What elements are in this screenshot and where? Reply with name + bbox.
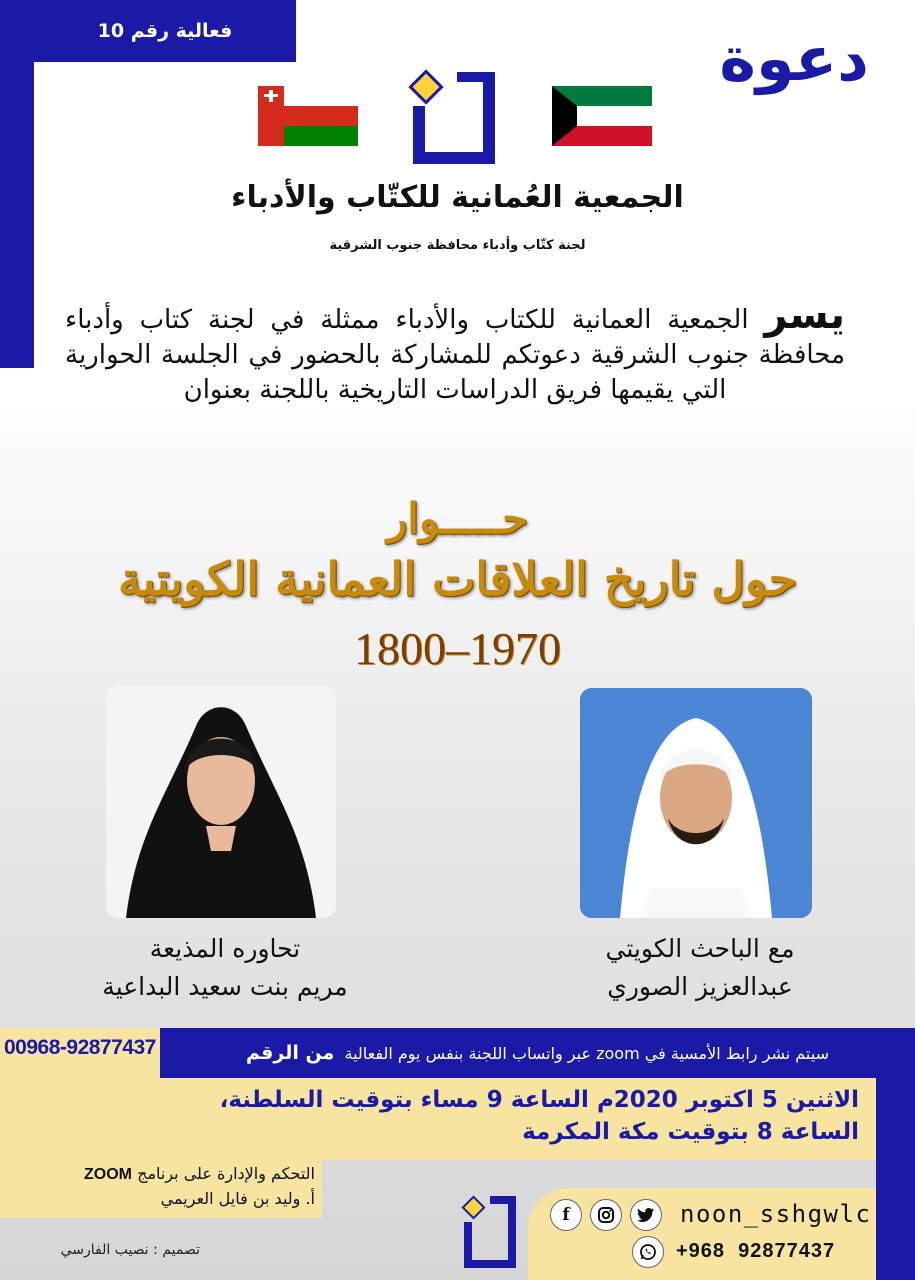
twitter-icon[interactable] bbox=[630, 1199, 662, 1231]
control-moderator: أ. وليد بن فايل العريمي bbox=[160, 1189, 315, 1208]
facebook-icon[interactable]: f bbox=[550, 1199, 582, 1231]
social-handle[interactable]: noon_sshgwlc bbox=[680, 1200, 872, 1228]
right-blue-band bbox=[876, 1078, 915, 1280]
instagram-icon[interactable] bbox=[590, 1199, 622, 1231]
kuwait-flag-icon bbox=[552, 86, 652, 146]
zoom-platform: ZOOM bbox=[84, 1166, 133, 1183]
host-role: تحاوره المذيعة bbox=[149, 934, 301, 963]
contact-phone-number: 00968-92877437 bbox=[4, 1036, 156, 1059]
design-credit: تصميم : نصيب الفارسي bbox=[60, 1242, 200, 1258]
guest-role: مع الباحث الكويتي bbox=[605, 934, 795, 963]
oman-flag-icon bbox=[258, 86, 358, 146]
schedule-text bbox=[39, 1084, 859, 1148]
association-name: الجمعية العُمانية للكتّاب والأدباء bbox=[231, 180, 684, 215]
notice-from-number-label: من الرقم bbox=[246, 1042, 335, 1064]
schedule-line-2: الساعة 8 بتوقيت مكة المكرمة bbox=[522, 1119, 859, 1145]
association-logo-icon bbox=[405, 68, 500, 168]
intro-lead-word: يسر bbox=[764, 292, 845, 338]
invitation-paragraph bbox=[65, 292, 845, 408]
host-photo bbox=[106, 686, 336, 918]
association-logo-small-icon bbox=[460, 1192, 520, 1270]
intro-text: الجمعية العمانية للكتاب والأدباء ممثلة في لجنة كتاب وأدباء محافظة جنوب الشرقية دعوتكم للمشاركة بالحضور في الجلسة الحوارية التي يقيمها فريق الدراسات التاريخية باللجنة بعنوان bbox=[65, 305, 845, 405]
event-number-tag: فعالية رقم 10 bbox=[34, 0, 296, 62]
schedule-line-1: الاثنين 5 اكتوبر 2020م الساعة 9 مساء بتوقيت السلطنة، bbox=[219, 1087, 859, 1113]
committee-name: لجنة كتّاب وأدباء محافظة جنوب الشرقية bbox=[329, 238, 586, 253]
control-line-1: التحكم والإدارة على برنامج bbox=[137, 1164, 315, 1183]
guest-photo bbox=[580, 688, 812, 918]
session-topic: حول تاريخ العلاقات العمانية الكويتية bbox=[117, 552, 798, 606]
invitation-title: دعوة bbox=[719, 22, 869, 95]
guest-caption bbox=[555, 930, 845, 1006]
guest-name: عبدالعزيز الصوري bbox=[607, 972, 793, 1001]
notice-text: سيتم نشر رابط الأمسية في zoom عبر واتساب اللجنة بنفس يوم الفعالية bbox=[344, 1043, 829, 1063]
whatsapp-icon[interactable] bbox=[632, 1236, 664, 1268]
session-type: حـــــوار bbox=[386, 494, 529, 543]
whatsapp-number[interactable]: +968 92877437 bbox=[676, 1240, 836, 1262]
host-caption bbox=[60, 930, 390, 1006]
control-info bbox=[0, 1162, 315, 1211]
host-name: مريم بنت سعيد البداعية bbox=[102, 972, 348, 1001]
session-years: 1800–1970 bbox=[354, 623, 561, 674]
zoom-notice-bar bbox=[160, 1028, 915, 1078]
